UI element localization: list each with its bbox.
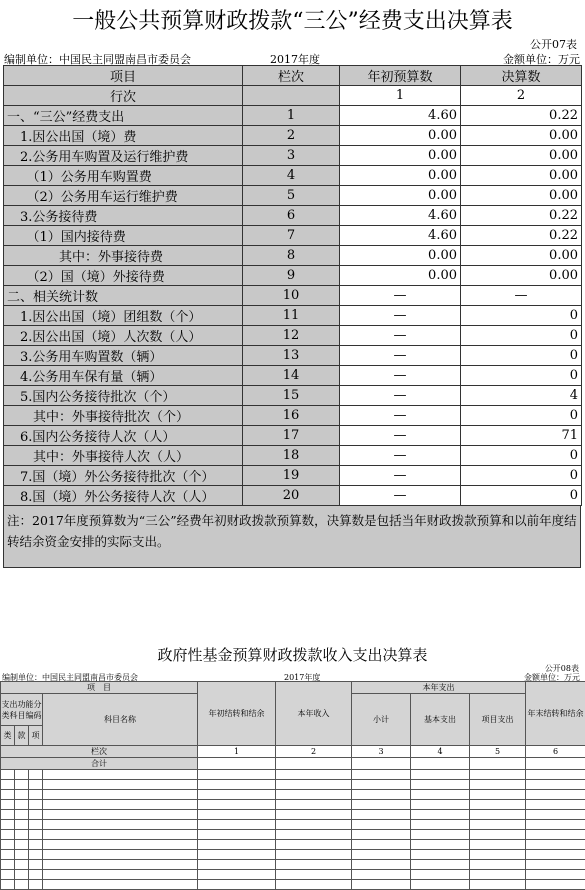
t2-blank-cell [470, 800, 526, 810]
t2-blank-cell [29, 880, 43, 890]
t2-blank-cell [43, 830, 198, 840]
row-label: （2）公务用车运行维护费 [4, 186, 243, 206]
table1-row [4, 406, 582, 426]
t2-blank-cell [29, 780, 43, 790]
t2-blank-cell [411, 860, 470, 870]
t2-blank-cell [29, 870, 43, 880]
t2-blank-cell [526, 830, 585, 840]
t2-blank-cell [352, 810, 411, 820]
row-no: 16 [243, 406, 340, 426]
table1-unit-row [4, 51, 580, 65]
row-label: 3.公务接待费 [4, 206, 243, 226]
row-budget: — [340, 346, 461, 366]
row-no: 10 [243, 286, 340, 306]
t2-blank-cell [411, 790, 470, 800]
t2-n3: 3 [352, 746, 411, 758]
table1-row [4, 246, 582, 266]
t2-blank-cell [526, 770, 585, 780]
row-budget: — [340, 326, 461, 346]
row-budget: — [340, 366, 461, 386]
t2-blank-cell [43, 860, 198, 870]
table1-row [4, 466, 582, 486]
row-no: 7 [243, 226, 340, 246]
t2-blank-cell [1, 770, 15, 780]
row-final: 71 [461, 426, 582, 446]
row-budget: 0.00 [340, 246, 461, 266]
t2-blank-cell [470, 840, 526, 850]
row-label: （2）国（境）外接待费 [4, 266, 243, 286]
t2-n1: 1 [198, 746, 276, 758]
table2-unit-right: 金额单位：万元 [524, 672, 580, 683]
row-final: 0 [461, 486, 582, 506]
t2-h-name: 科目名称 [43, 694, 198, 746]
t2-blank-cell [198, 870, 276, 880]
colno-empty [243, 86, 340, 106]
t2-blank-cell [470, 830, 526, 840]
t2-blank-cell [15, 830, 29, 840]
t2-blank-cell [29, 850, 43, 860]
t2-n6: 6 [526, 746, 585, 758]
row-label: 其中：外事接待人次（人） [4, 446, 243, 466]
row-label: 二、相关统计数 [4, 286, 243, 306]
row-no: 11 [243, 306, 340, 326]
t2-blank-row [1, 850, 585, 860]
table1-row [4, 126, 582, 146]
t2-h-func: 支出功能分类科目编码 [1, 694, 43, 726]
t2-blank-cell [470, 770, 526, 780]
table1-row [4, 146, 582, 166]
t2-n2: 2 [276, 746, 352, 758]
colno-final: 2 [461, 86, 582, 106]
t2-blank-cell [43, 810, 198, 820]
table1-row [4, 346, 582, 366]
table2-code: 公开08表 [545, 663, 579, 674]
table1-unit-right: 金额单位：万元 [503, 51, 580, 67]
row-label: 1.因公出国（境）费 [4, 126, 243, 146]
table1-row [4, 166, 582, 186]
row-budget: 4.60 [340, 226, 461, 246]
row-final: 0.22 [461, 106, 582, 126]
t2-blank-cell [352, 790, 411, 800]
row-final: — [461, 286, 582, 306]
row-budget: — [340, 406, 461, 426]
header-col: 栏次 [243, 66, 340, 86]
table2-year: 2017年度 [284, 672, 320, 683]
t2-blank-cell [276, 820, 352, 830]
row-budget: 4.60 [340, 106, 461, 126]
t2-h-income: 本年收入 [276, 682, 352, 746]
t2-blank-cell [526, 870, 585, 880]
row-budget: — [340, 466, 461, 486]
t2-blank-row [1, 840, 585, 850]
t2-blank-cell [276, 790, 352, 800]
row-budget: 0.00 [340, 186, 461, 206]
header-budget: 年初预算数 [340, 66, 461, 86]
table1-row [4, 266, 582, 286]
t2-blank-cell [411, 820, 470, 830]
row-final: 0 [461, 466, 582, 486]
row-no: 3 [243, 146, 340, 166]
table1-row [4, 226, 582, 246]
table2-unit-left: 编制单位：中国民主同盟南昌市委员会 [2, 672, 138, 683]
t2-h-lei: 类 [1, 726, 15, 746]
t2-blank-cell [352, 780, 411, 790]
row-no: 12 [243, 326, 340, 346]
t2-blank-row [1, 860, 585, 870]
t2-blank-cell [43, 850, 198, 860]
colno-label: 行次 [4, 86, 243, 106]
row-final: 0.00 [461, 186, 582, 206]
t2-blank-cell [526, 800, 585, 810]
table1-unit-left: 编制单位：中国民主同盟南昌市委员会 [4, 51, 191, 67]
row-final: 4 [461, 386, 582, 406]
row-final: 0 [461, 306, 582, 326]
t2-blank-cell [43, 820, 198, 830]
t2-blank-cell [1, 840, 15, 850]
t2-blank-cell [352, 800, 411, 810]
row-label: 5.国内公务接待批次（个） [4, 386, 243, 406]
t2-blank-row [1, 800, 585, 810]
t2-total-cell [198, 758, 276, 770]
t2-blank-cell [43, 880, 198, 890]
row-budget: — [340, 426, 461, 446]
row-no: 14 [243, 366, 340, 386]
t2-blank-cell [198, 880, 276, 890]
t2-blank-row [1, 790, 585, 800]
row-no: 4 [243, 166, 340, 186]
row-label: 8.国（境）外公务接待人次（人） [4, 486, 243, 506]
t2-blank-cell [15, 870, 29, 880]
t2-blank-cell [1, 810, 15, 820]
t2-blank-cell [276, 800, 352, 810]
row-final: 0 [461, 346, 582, 366]
table1-row [4, 306, 582, 326]
t2-blank-cell [276, 850, 352, 860]
t2-n4: 4 [411, 746, 470, 758]
t2-blank-cell [1, 830, 15, 840]
row-no: 17 [243, 426, 340, 446]
table1-row [4, 326, 582, 346]
row-no: 18 [243, 446, 340, 466]
t2-blank-cell [43, 800, 198, 810]
row-label: 其中：外事接待费 [4, 246, 243, 266]
row-final: 0 [461, 446, 582, 466]
t2-blank-cell [15, 820, 29, 830]
t2-blank-cell [1, 820, 15, 830]
row-label: 6.国内公务接待人次（人） [4, 426, 243, 446]
row-label: 其中：外事接待批次（个） [4, 406, 243, 426]
row-no: 5 [243, 186, 340, 206]
t2-h-subtotal: 小计 [352, 694, 411, 746]
t2-blank-cell [29, 860, 43, 870]
t2-h-xiang: 项 [29, 726, 43, 746]
t2-blank-cell [276, 840, 352, 850]
row-no: 2 [243, 126, 340, 146]
table1-row [4, 206, 582, 226]
t2-blank-cell [15, 780, 29, 790]
t2-blank-cell [1, 790, 15, 800]
t2-blank-cell [29, 810, 43, 820]
row-label: 2.因公出国（境）人次数（人） [4, 326, 243, 346]
t2-h-basic: 基本支出 [411, 694, 470, 746]
t2-blank-cell [29, 790, 43, 800]
t2-blank-cell [411, 870, 470, 880]
t2-blank-cell [198, 830, 276, 840]
t2-blank-cell [1, 850, 15, 860]
row-no: 20 [243, 486, 340, 506]
t2-total-cell [352, 758, 411, 770]
table1-row [4, 426, 582, 446]
t2-blank-cell [276, 860, 352, 870]
t2-blank-cell [43, 840, 198, 850]
row-label: （1）公务用车购置费 [4, 166, 243, 186]
table1-row [4, 286, 582, 306]
t2-total-cell [526, 758, 585, 770]
table1-row [4, 186, 582, 206]
t2-blank-cell [198, 820, 276, 830]
t2-blank-cell [43, 780, 198, 790]
t2-blank-row [1, 870, 585, 880]
t2-blank-cell [470, 860, 526, 870]
t2-blank-row [1, 830, 585, 840]
t2-blank-cell [526, 820, 585, 830]
t2-blank-cell [198, 840, 276, 850]
t2-h-kuan: 款 [15, 726, 29, 746]
row-label: 1.因公出国（境）团组数（个） [4, 306, 243, 326]
row-final: 0 [461, 406, 582, 426]
t2-blank-cell [29, 840, 43, 850]
row-final: 0.00 [461, 126, 582, 146]
t2-blank-cell [411, 800, 470, 810]
t2-blank-cell [526, 780, 585, 790]
t2-blank-cell [198, 770, 276, 780]
t2-blank-cell [411, 880, 470, 890]
t2-blank-cell [276, 880, 352, 890]
t2-blank-cell [411, 830, 470, 840]
t2-blank-row [1, 770, 585, 780]
t2-blank-cell [526, 790, 585, 800]
row-label: 3.公务用车购置数（辆） [4, 346, 243, 366]
t2-blank-cell [29, 800, 43, 810]
header-final: 决算数 [461, 66, 582, 86]
row-budget: 0.00 [340, 266, 461, 286]
row-budget: 0.00 [340, 166, 461, 186]
header-item: 项目 [4, 66, 243, 86]
colno-budget: 1 [340, 86, 461, 106]
row-no: 9 [243, 266, 340, 286]
table1-title: 一般公共预算财政拨款“三公”经费支出决算表 [0, 4, 585, 35]
t2-blank-cell [29, 820, 43, 830]
t2-blank-cell [29, 770, 43, 780]
t2-blank-row [1, 820, 585, 830]
t2-blank-cell [470, 790, 526, 800]
table1-year: 2017年度 [270, 51, 320, 67]
t2-blank-row [1, 880, 585, 890]
t2-blank-cell [1, 870, 15, 880]
t2-h-colno: 栏次 [1, 746, 198, 758]
t2-blank-cell [198, 810, 276, 820]
row-no: 19 [243, 466, 340, 486]
t2-blank-cell [276, 830, 352, 840]
t2-blank-cell [1, 880, 15, 890]
t2-blank-cell [43, 790, 198, 800]
row-final: 0.22 [461, 226, 582, 246]
t2-blank-cell [15, 880, 29, 890]
row-no: 1 [243, 106, 340, 126]
t2-blank-cell [526, 860, 585, 870]
table1-row [4, 386, 582, 406]
table1-colno-row [4, 86, 582, 106]
row-budget: 4.60 [340, 206, 461, 226]
t2-total-cell [470, 758, 526, 770]
row-budget: — [340, 286, 461, 306]
t2-blank-cell [43, 770, 198, 780]
t2-blank-row [1, 780, 585, 790]
t2-blank-cell [276, 870, 352, 880]
row-budget: 0.00 [340, 126, 461, 146]
t2-blank-cell [526, 850, 585, 860]
t2-blank-cell [43, 870, 198, 880]
t2-blank-cell [1, 860, 15, 870]
t2-blank-cell [352, 870, 411, 880]
t2-blank-cell [470, 780, 526, 790]
t2-blank-cell [526, 880, 585, 890]
table1-code: 公开07表 [530, 36, 577, 52]
t2-blank-cell [198, 860, 276, 870]
t2-blank-cell [15, 850, 29, 860]
t2-blank-cell [276, 810, 352, 820]
table2-title: 政府性基金预算财政拨款收入支出决算表 [0, 644, 585, 665]
t2-h-end: 年末结转和结余 [526, 682, 585, 746]
t2-blank-row [1, 810, 585, 820]
row-no: 6 [243, 206, 340, 226]
row-label: 一、“三公”经费支出 [4, 106, 243, 126]
table1-row [4, 106, 582, 126]
t2-blank-cell [352, 850, 411, 860]
t2-h-project: 项 目 [1, 682, 198, 694]
row-final: 0 [461, 366, 582, 386]
row-budget: 0.00 [340, 146, 461, 166]
row-budget: — [340, 446, 461, 466]
t2-blank-cell [15, 840, 29, 850]
t2-blank-cell [15, 790, 29, 800]
table1-row [4, 366, 582, 386]
t2-blank-cell [411, 780, 470, 790]
t2-blank-cell [470, 870, 526, 880]
row-budget: — [340, 306, 461, 326]
row-final: 0 [461, 326, 582, 346]
t2-n5: 5 [470, 746, 526, 758]
t2-blank-cell [15, 800, 29, 810]
t2-blank-cell [198, 850, 276, 860]
t2-blank-cell [276, 780, 352, 790]
row-final: 0.00 [461, 266, 582, 286]
row-no: 15 [243, 386, 340, 406]
table1-row [4, 446, 582, 466]
t2-blank-cell [198, 790, 276, 800]
t2-blank-cell [1, 780, 15, 790]
t2-blank-cell [352, 830, 411, 840]
t2-blank-cell [411, 840, 470, 850]
t2-blank-cell [526, 840, 585, 850]
row-final: 0.00 [461, 166, 582, 186]
t2-h-begin: 年初结转和结余 [198, 682, 276, 746]
t2-blank-cell [15, 810, 29, 820]
t2-blank-cell [29, 830, 43, 840]
gov-fund-table [0, 681, 585, 890]
t2-h-proj: 项目支出 [470, 694, 526, 746]
t2-total-cell [276, 758, 352, 770]
t2-blank-cell [15, 770, 29, 780]
t2-total-cell [411, 758, 470, 770]
t2-h-expense: 本年支出 [352, 682, 526, 694]
t2-blank-cell [352, 770, 411, 780]
row-no: 13 [243, 346, 340, 366]
t2-blank-cell [470, 850, 526, 860]
t2-blank-cell [411, 770, 470, 780]
t2-blank-cell [352, 880, 411, 890]
t2-blank-cell [352, 860, 411, 870]
t2-blank-cell [352, 840, 411, 850]
row-final: 0.00 [461, 246, 582, 266]
row-label: 2.公务用车购置及运行维护费 [4, 146, 243, 166]
t2-h-total: 合计 [1, 758, 198, 770]
t2-blank-cell [15, 860, 29, 870]
t2-blank-cell [198, 800, 276, 810]
row-label: 4.公务用车保有量（辆） [4, 366, 243, 386]
t2-blank-cell [526, 810, 585, 820]
t2-blank-cell [470, 810, 526, 820]
t2-blank-cell [198, 780, 276, 790]
row-final: 0.00 [461, 146, 582, 166]
table1-header-row [4, 66, 582, 86]
t2-blank-cell [352, 820, 411, 830]
row-label: （1）国内接待费 [4, 226, 243, 246]
row-budget: — [340, 386, 461, 406]
t2-blank-cell [1, 800, 15, 810]
row-no: 8 [243, 246, 340, 266]
t2-blank-cell [276, 770, 352, 780]
row-final: 0.22 [461, 206, 582, 226]
t2-blank-cell [470, 880, 526, 890]
table1-row [4, 486, 582, 506]
row-label: 7.国（境）外公务接待批次（个） [4, 466, 243, 486]
row-budget: — [340, 486, 461, 506]
table1-note: 注：2017年度预算数为“三公”经费年初财政拨款预算数，决算数是包括当年财政拨款预算和以前年度结转结余资金安排的实际支出。 [3, 505, 581, 568]
three-public-expense-table [3, 65, 582, 506]
t2-blank-cell [411, 810, 470, 820]
t2-blank-cell [470, 820, 526, 830]
t2-blank-cell [411, 850, 470, 860]
